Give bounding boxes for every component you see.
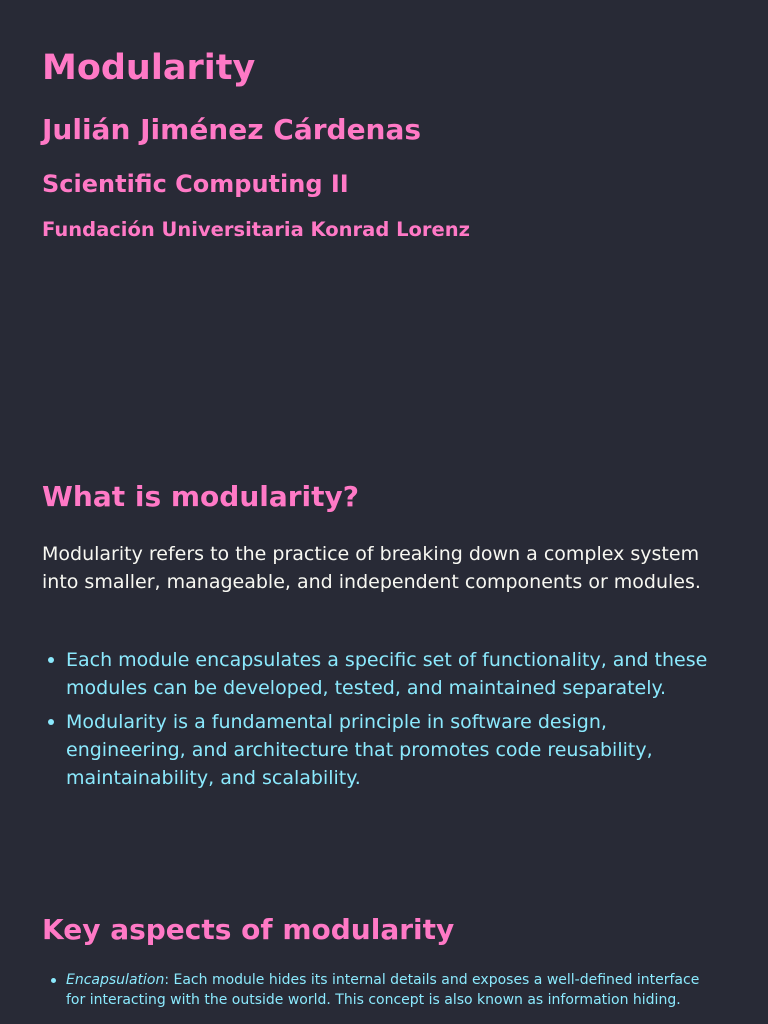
section-bullet-list xyxy=(42,646,722,798)
list-item: Modularity is a fundamental principle in software design, engineering, and architecture that promotes code reusability, maintainability, and scalability. xyxy=(42,708,722,792)
author-name: Julián Jiménez Cárdenas xyxy=(42,113,422,146)
list-item-text: : Each module hides its internal details and exposes a well-defined interface for interacting with the outside world. This concept is also known as information hiding. xyxy=(66,972,700,1008)
course-name: Scientific Computing II xyxy=(42,170,349,198)
section-intro-paragraph: Modularity refers to the practice of breaking down a complex system into smaller, manageable, and independent components or modules. xyxy=(42,543,701,593)
list-item xyxy=(42,970,702,1010)
key-aspects-list xyxy=(42,970,702,1010)
section-heading-what-is-modularity: What is modularity? xyxy=(42,480,360,513)
section-heading-key-aspects: Key aspects of modularity xyxy=(42,913,455,946)
page-title: Modularity xyxy=(42,48,256,88)
institution-name: Fundación Universitaria Konrad Lorenz xyxy=(42,218,470,241)
list-item: Each module encapsulates a specific set of functionality, and these modules can be developed, tested, and maintained separately. xyxy=(42,646,722,702)
list-item-term: Encapsulation xyxy=(66,972,165,988)
